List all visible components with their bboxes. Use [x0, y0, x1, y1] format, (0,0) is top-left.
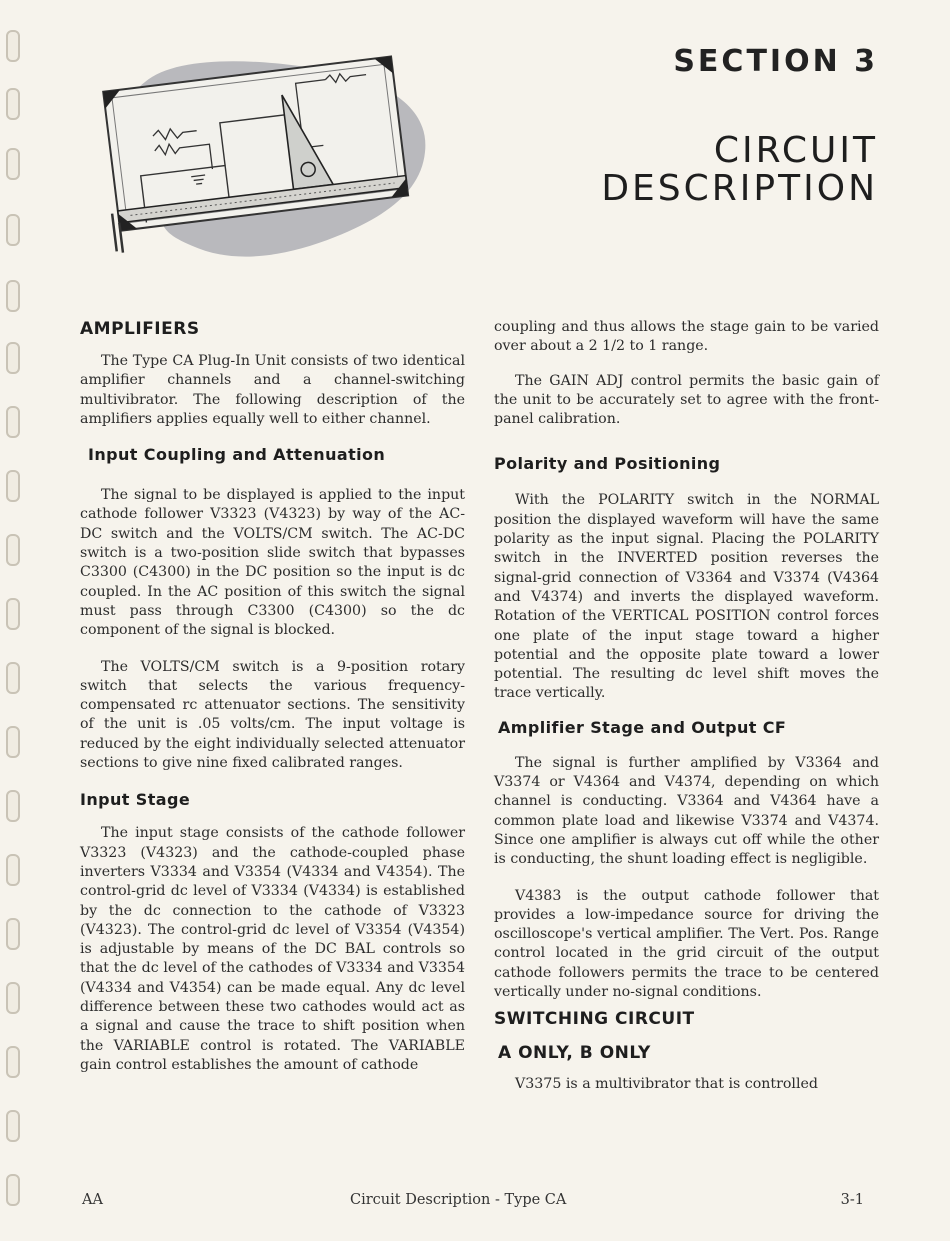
page-number: 3-1 [840, 1192, 864, 1208]
binder-hole [6, 214, 20, 246]
binder-hole [6, 406, 20, 438]
heading-polarity: Polarity and Positioning [494, 454, 721, 474]
footer-left: AA [82, 1192, 103, 1208]
paragraph-amplifiers: The Type CA Plug-In Unit consists of two identical amplifier channels and a channel-switching multivibrator. The following description of the amplifiers applies equally well to either channel. [80, 353, 465, 427]
binder-hole [6, 598, 20, 630]
binder-hole [6, 918, 20, 950]
binder-hole [6, 982, 20, 1014]
paragraph-amplifier-stage-1: The signal is further amplified by V3364 and V3374 or V4364 and V4374, depending on which channel is conducting. V3364 and V4364 have a common plate load and likewise V3374 and V4374. Since one amplifier is always cut off while the other is conducting, the shunt loading effect is negligible. [494, 754, 879, 868]
section-number: SECTION 3 [673, 44, 878, 79]
binder-hole [6, 534, 20, 566]
heading-input-stage: Input Stage [80, 790, 191, 810]
paragraph-input-coupling-2: The VOLTS/CM switch is a 9-position rotary switch that selects the various frequency-compensated rc attenuator sections. The sensitivity of the unit is .05 volts/cm. The input voltage is reduced by the eight individually selected attenuator sections to give nine fixed calibrated ranges. [80, 658, 465, 772]
binder-hole [6, 280, 20, 312]
paragraph-input-stage: The input stage consists of the cathode follower V3323 (V4323) and the cathode-coupled phase inverters V3334 and V3354 (V4334 and V4354). The control-grid dc level of V3334 (V4334) is established by the dc connection to the cathode of V3323 (V4323). The control-grid dc level of V3354 (V4354) is adjustable by means of the DC BAL controls so that the dc level of the cathodes of V3334 and V3354 (V4334 and V4354) can be made equal. Any dc level difference between these two cathodes would act as a signal and cause the trace to shift position when the VARIABLE control is rotated. The VARIABLE gain control establishes the amount of cathode [80, 825, 465, 1073]
left-column [80, 318, 465, 1075]
binder-hole [6, 662, 20, 694]
binder-hole [6, 1046, 20, 1078]
heading-a-only-b-only: A ONLY, B ONLY [498, 1043, 651, 1064]
binder-hole [6, 1174, 20, 1206]
binder-hole [6, 342, 20, 374]
paragraph-gain-adj: The GAIN ADJ control permits the basic gain of the unit to be accurately set to agree with the front-panel calibration. [494, 372, 879, 428]
heading-switching-circuit: SWITCHING CIRCUIT [494, 1009, 695, 1030]
binder-hole [6, 148, 20, 180]
heading-amplifiers: AMPLIFIERS [80, 319, 200, 339]
paragraph-switching: V3375 is a multivibrator that is controlled [515, 1076, 818, 1093]
binder-hole [6, 854, 20, 886]
binder-hole [6, 88, 20, 120]
binder-hole [6, 1110, 20, 1142]
right-column [494, 318, 879, 1095]
paragraph-coupling-continued: coupling and thus allows the stage gain to be varied over about a 2 1/2 to 1 range. [494, 319, 879, 355]
binder-hole [6, 470, 20, 502]
paragraph-amplifier-stage-2: V4383 is the output cathode follower that provides a low-impedance source for driving the oscilloscope's vertical amplifier. The Vert. Pos. Range control located in the grid circuit of the output cathode followers permits the trace to be centered vertically under no-signal conditions. [494, 887, 879, 1001]
heading-input-coupling: Input Coupling and Attenuation [88, 445, 386, 465]
binder-hole [6, 790, 20, 822]
paragraph-polarity: With the POLARITY switch in the NORMAL position the displayed waveform will have the same polarity as the input signal. Placing the POLARITY switch in the INVERTED position reverses the signal-grid connection of V3364 and V3374 (V4364 and V4374) and inverts the displayed waveform. Rotation of the VERTICAL POSITION control forces one plate of the input stage toward a higher potential and the opposite plate toward a lower potential. The resulting dc level shift moves the trace vertically. [494, 492, 879, 702]
paragraph-input-coupling-1: The signal to be displayed is applied to the input cathode follower V3323 (V4323) by way of the AC-DC switch and the VOLTS/CM switch. The AC-DC switch is a two-position slide switch that bypasses C3300 (C4300) in the DC position so the input is dc coupled. In the AC position of this switch the signal must pass through C3300 (C4300) so the dc component of the signal is blocked. [80, 487, 465, 639]
page-title-line2: DESCRIPTION [601, 168, 878, 209]
heading-amplifier-stage: Amplifier Stage and Output CF [498, 717, 787, 737]
footer-center: Circuit Description - Type CA [350, 1192, 567, 1208]
binder-hole [6, 726, 20, 758]
page-title [601, 132, 878, 208]
page-title-line1: CIRCUIT [713, 130, 878, 171]
drafting-board-icon [85, 42, 460, 274]
binder-hole [6, 30, 20, 62]
